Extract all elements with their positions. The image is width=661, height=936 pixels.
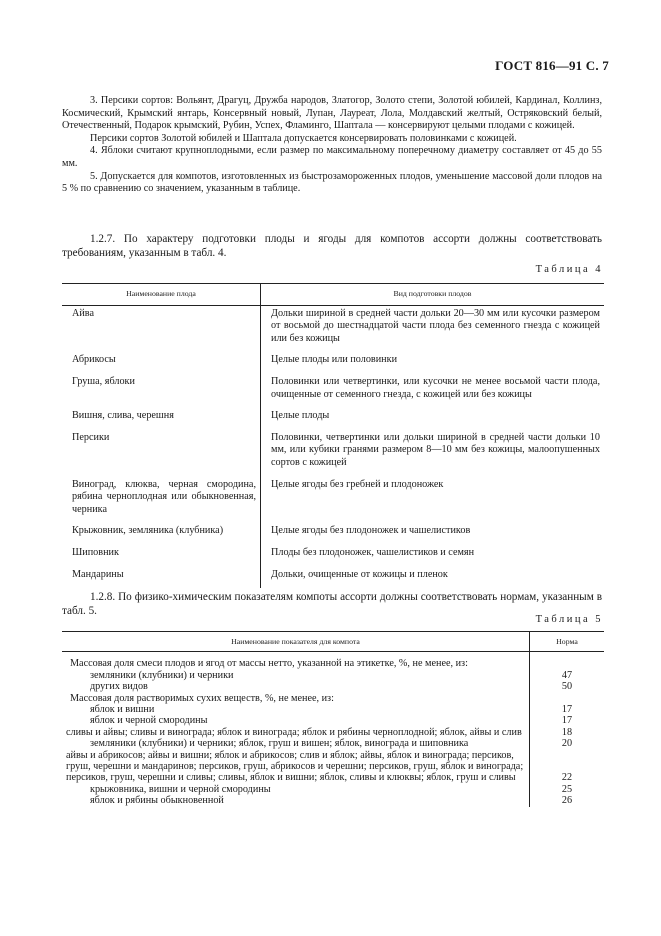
table5-caption: Таблица 5 xyxy=(535,614,603,625)
table4-prep: Целые плоды или половинки xyxy=(271,354,398,366)
table5-indicator: яблок и вишни xyxy=(90,704,155,716)
note-5: 5. Допускается для компотов, изготовленных из быстрозамороженных плодов, уменьшение массовой доли плодов на 5 % по сравнению со значением, указанным в таблице. xyxy=(62,170,602,195)
table5-indicator: Массовая доля растворимых сухих веществ, %, не менее, из: xyxy=(70,692,334,704)
table4-prep: Половинки, четвертинки или дольки шириной в средней части дольки 10 мм, или кубики гранями размером 8—10 мм без кожицы, малоопушенных сортов с кожицей xyxy=(271,431,600,468)
table-row xyxy=(62,693,604,704)
table5-norm xyxy=(530,652,605,670)
note-3: 3. Персики сортов: Вольянт, Драгуц, Дружба народов, Златогор, Золото степи, Золотой юбилей, Кардинал, Коллинз, Космический, Крымский янтарь, Консервный новый, Лупан, Лауреат, Лола, Молдавский желтый, Остряковский белый, Отечественный, Подарок крымский, Рубин, Успех, Фламинго, Шаптала — консервируют целыми плодами с кожицей. xyxy=(62,95,602,132)
table-row xyxy=(62,305,604,352)
table-row xyxy=(62,681,604,692)
table5-norm: 22 xyxy=(530,750,605,784)
table4-fruit: Персики xyxy=(62,430,261,477)
table4-fruit: Шиповник xyxy=(62,545,261,567)
table5-indicator: крыжовника, вишни и черной смородины xyxy=(90,783,271,795)
table4-fruit: Айва xyxy=(62,305,261,352)
table4-fruit: Крыжовник, земляника (клубника) xyxy=(62,523,261,545)
table-row xyxy=(62,352,604,374)
table5-norm: 17 xyxy=(530,715,605,726)
table5-col-norm: Норма xyxy=(530,632,605,652)
table-row xyxy=(62,374,604,408)
section-1-2-7-text: 1.2.7. По характеру подготовки плоды и ягоды для компотов ассорти должны соответствовать требованиям, указанным в табл. 4. xyxy=(62,233,602,259)
table-notes xyxy=(62,95,602,196)
section-1-2-8-text: 1.2.8. По физико-химическим показателям компоты ассорти должны соответствовать нормам, указанным в табл. 5. xyxy=(62,591,602,617)
table5-norm: 17 xyxy=(530,704,605,715)
page-header: ГОСТ 816—91 С. 7 xyxy=(495,58,609,73)
table5-indicator: Массовая доля смеси плодов и ягод от массы нетто, указанной на этикетке, %, не менее, из: xyxy=(70,658,468,670)
table5-indicator: айвы и абрикосов; айвы и вишни; яблок и абрикосов; слив и яблок; айвы, яблок и винограда; персиков, груш, черешни и мандаринов; персиков, груш, абрикосов и черешни; персиков, груш, яблок и винограда; персиков, груш, черешни и сливы; сливы, яблок и вишни; яблок, сливы и клюквы; яблок, груш и сливы xyxy=(66,749,524,784)
table-row xyxy=(62,738,604,749)
table-row xyxy=(62,704,604,715)
table4-prep: Дольки, очищенные от кожицы и пленок xyxy=(271,568,448,580)
table-row xyxy=(62,523,604,545)
section-1-2-7 xyxy=(62,232,602,260)
table4-prep: Целые ягоды без гребней и плодоножек xyxy=(271,478,444,490)
table-row xyxy=(62,795,604,806)
table-row xyxy=(62,652,604,670)
table-row xyxy=(62,784,604,795)
table4-fruit: Виноград, клюква, черная смородина, рябина черноплодная или обыкновенная, черника xyxy=(62,477,261,524)
table5-indicator: сливы и айвы; сливы и винограда; яблок и винограда; яблок и рябины черноплодной; яблок, айвы и слив xyxy=(66,726,522,738)
table-row xyxy=(62,750,604,784)
section-1-2-8 xyxy=(62,590,602,618)
table5-norm: 25 xyxy=(530,784,605,795)
table4-fruit: Мандарины xyxy=(62,567,261,589)
table5-indicator: других видов xyxy=(90,681,148,693)
table5-norm: 50 xyxy=(530,681,605,692)
table5-norm xyxy=(530,693,605,704)
table4-header-row xyxy=(62,284,604,306)
table4-fruit: Вишня, слива, черешня xyxy=(62,408,261,430)
note-3-continued: Персики сортов Золотой юбилей и Шаптала допускается консервировать половинками с кожицей. xyxy=(90,132,517,144)
table4-prep: Плоды без плодоножек, чашелистиков и семян xyxy=(271,546,475,558)
table4-prep: Целые ягоды без плодоножек и чашелистиков xyxy=(271,525,471,537)
table5-indicator: земляники (клубники) и черники xyxy=(90,669,234,681)
table5-norm: 18 xyxy=(530,727,605,738)
table5-norm: 26 xyxy=(530,795,605,806)
table4-caption: Таблица 4 xyxy=(535,264,603,275)
table5-indicator: яблок и черной смородины xyxy=(90,715,208,727)
table5-col-indicator: Наименование показателя для компота xyxy=(62,632,530,652)
table-row xyxy=(62,477,604,524)
table-row xyxy=(62,670,604,681)
table-5 xyxy=(62,631,604,807)
table5-indicator: земляники (клубники) и черники; яблок, груш и вишен; яблок, винограда и шиповника xyxy=(90,738,469,750)
table4-fruit: Груша, яблоки xyxy=(62,374,261,408)
table-row xyxy=(62,715,604,726)
table4-fruit: Абрикосы xyxy=(62,352,261,374)
table-row xyxy=(62,430,604,477)
table-4 xyxy=(62,283,604,588)
table4-prep: Дольки шириной в средней части дольки 20—30 мм или кусочки размером от восьмой до шестнадцатой части плода без семенного гнезда с кожицей или без кожицы xyxy=(271,307,600,344)
table4-prep: Половинки или четвертинки, или кусочки не менее восьмой части плода, очищенные от семенного гнезда, с кожицей или без кожицы xyxy=(271,375,600,400)
table4-prep: Целые плоды xyxy=(271,410,330,422)
table5-norm: 47 xyxy=(530,670,605,681)
table5-norm: 20 xyxy=(530,738,605,749)
table4-col-fruit: Наименование плода xyxy=(62,284,261,306)
table4-col-prep: Вид подготовки плодов xyxy=(261,284,605,306)
table-row xyxy=(62,567,604,589)
note-4: 4. Яблоки считают крупноплодными, если размер по максимальному поперечному диаметру составляет от 45 до 55 мм. xyxy=(62,145,602,169)
table-row xyxy=(62,408,604,430)
table5-indicator: яблок и рябины обыкновенной xyxy=(90,795,224,807)
table5-header-row xyxy=(62,632,604,652)
table-row xyxy=(62,727,604,738)
table-row xyxy=(62,545,604,567)
